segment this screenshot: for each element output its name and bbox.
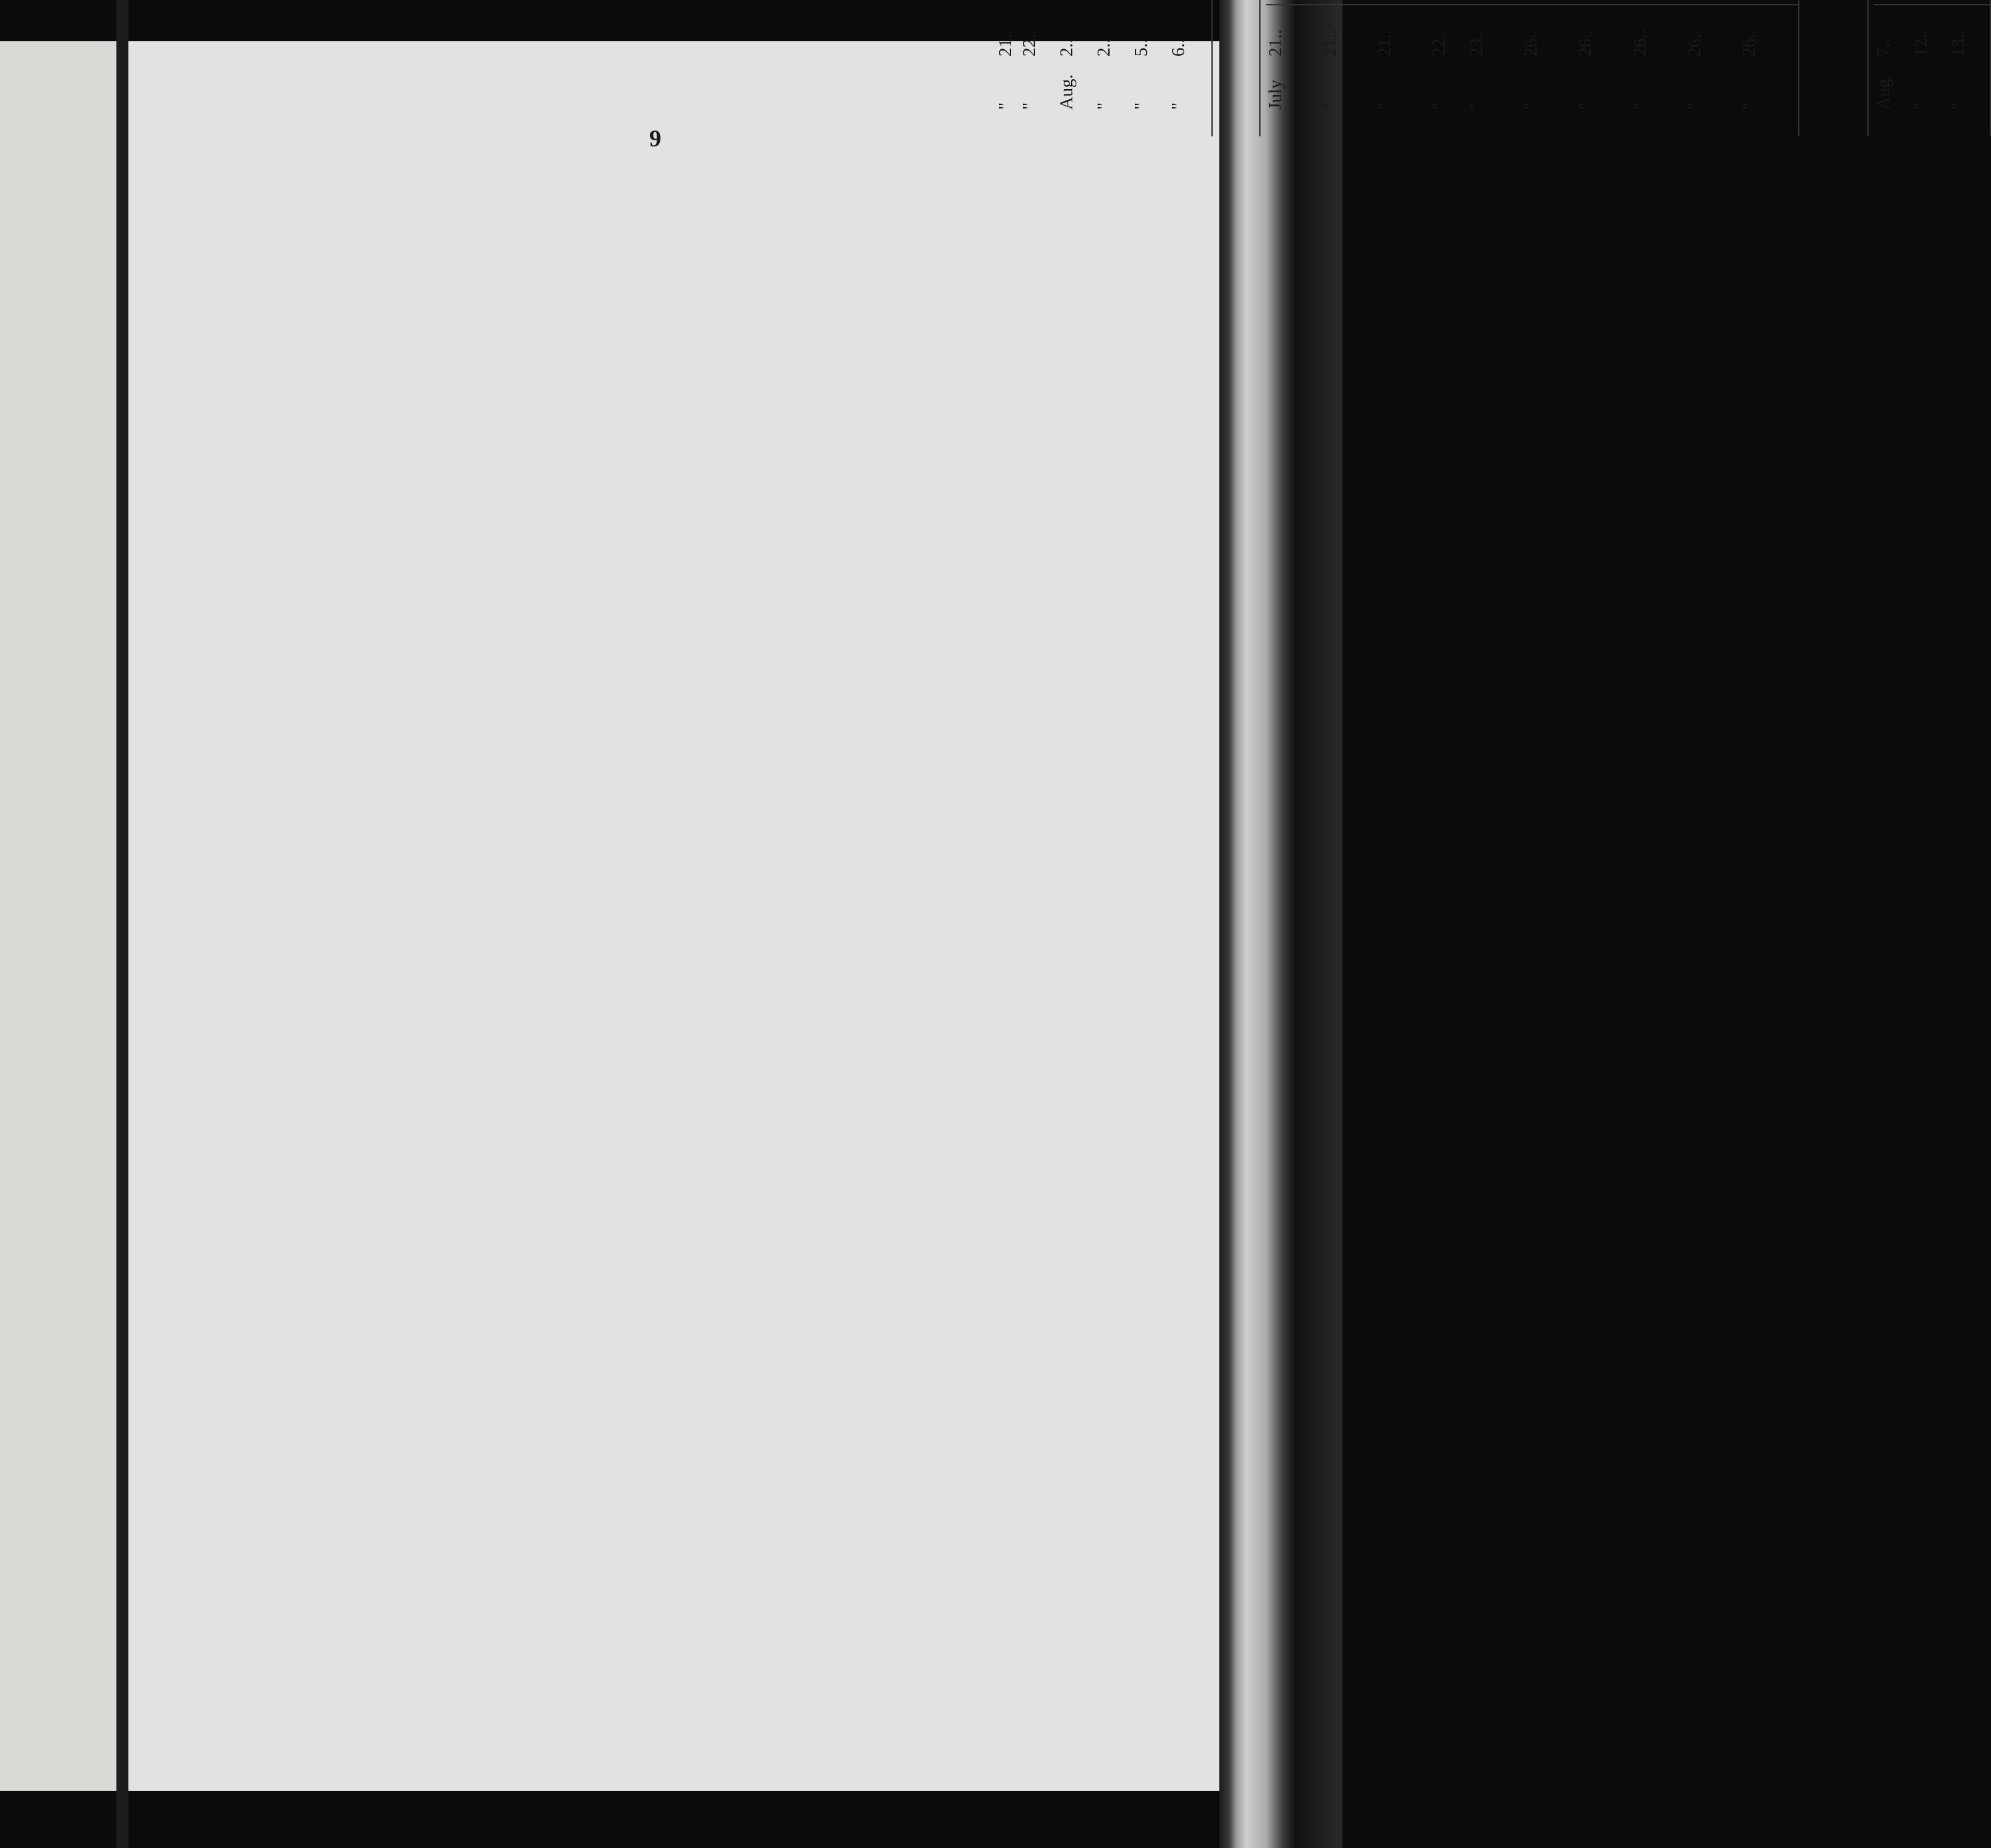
district-row-month: July	[1265, 79, 1285, 110]
column-rule	[1266, 4, 1798, 5]
district-row-month: "	[1948, 102, 1968, 110]
continued-row-month: "	[1094, 102, 1114, 110]
district-row-day: 26..	[1521, 29, 1541, 57]
district-row-day: 23..	[1466, 29, 1486, 57]
district-row-month: "	[1466, 102, 1486, 110]
district-row-day: 13..	[1948, 29, 1968, 57]
prev-row-month: "	[995, 102, 1015, 110]
district-row-day: 21..	[1374, 29, 1394, 57]
district-row-month: "	[1739, 102, 1759, 110]
page-number: 9	[649, 125, 661, 152]
district-row-month: "	[1684, 102, 1704, 110]
district-top-rule	[1867, 0, 1869, 136]
district-row-day: 26..	[1684, 29, 1704, 57]
continued-bottom-rule	[1211, 0, 1213, 136]
district-row-month: "	[1429, 102, 1449, 110]
district-top-rule	[1259, 0, 1261, 136]
district-row-month: Aug.	[1873, 74, 1893, 110]
district-bottom-rule	[1798, 0, 1799, 136]
continued-row-day: 2..	[1094, 39, 1114, 57]
district-row-day: 21..	[1320, 29, 1340, 57]
prev-row-day: 21..	[995, 29, 1015, 57]
book-gutter	[116, 0, 128, 1848]
continued-row-month: "	[1168, 102, 1188, 110]
district-row-month: "	[1521, 102, 1541, 110]
column-rule	[1874, 4, 1990, 5]
district-row-day: 26..	[1575, 29, 1595, 57]
continued-row-month: "	[1131, 102, 1151, 110]
district-row-month: "	[1374, 102, 1394, 110]
inspection-table	[995, 0, 1968, 136]
district-row-day: 26..	[1630, 29, 1650, 57]
continued-row-day: 6..	[1168, 39, 1188, 57]
continued-row-day: 5..	[1131, 39, 1151, 57]
district-row-day: 21..	[1265, 29, 1285, 57]
continued-row-day: 2..	[1056, 39, 1076, 57]
district-heading	[1221, 0, 1246, 136]
district-row-month: "	[1630, 102, 1650, 110]
previous-page-edge	[0, 41, 116, 1791]
district-row-month: "	[1320, 102, 1340, 110]
district-row-day: 12..	[1911, 29, 1930, 57]
district-row-day: 7..	[1873, 39, 1893, 57]
district-row-day: 22..	[1429, 29, 1449, 57]
continued-row-month: Aug.	[1056, 74, 1076, 110]
scan-border	[1219, 0, 1342, 1848]
district-row-month: "	[1575, 102, 1595, 110]
district-heading	[1829, 0, 1854, 136]
continued-row-day: 22..	[1019, 29, 1039, 57]
document-page	[128, 41, 1219, 1791]
district-row-month: "	[1911, 102, 1930, 110]
continued-row-month: "	[1019, 102, 1039, 110]
district-row-day: 26..	[1739, 29, 1759, 57]
